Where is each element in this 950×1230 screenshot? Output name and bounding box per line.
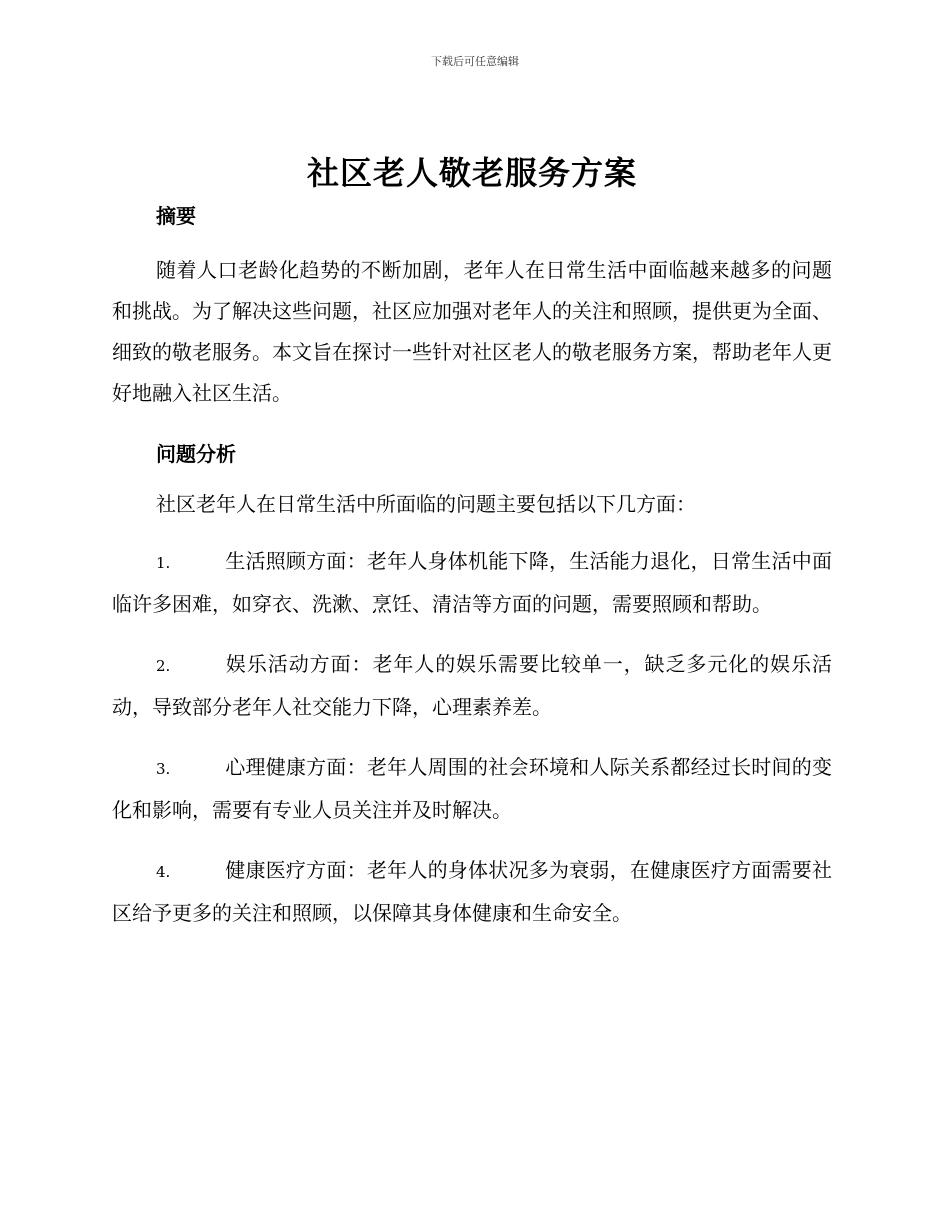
- abstract-heading: 摘要: [156, 204, 196, 228]
- document-title: 社区老人敬老服务方案: [306, 154, 637, 192]
- header-note: 下载后可任意编辑: [431, 55, 519, 68]
- list-item-number: 3.: [156, 760, 171, 778]
- list-item: [112, 644, 832, 728]
- problem-intro-paragraph: 社区老年人在日常生活中所面临的问题主要包括以下几方面：: [156, 492, 696, 516]
- list-item-text: 生活照顾方面：老年人身体机能下降，生活能力退化，日常生活中面临许多困难，如穿衣、洗漱、烹饪、清洁等方面的问题，需要照顾和帮助。: [112, 549, 832, 616]
- problem-list: [112, 541, 832, 934]
- list-item-number: 4.: [156, 863, 171, 881]
- list-item-text: 心理健康方面：老年人周围的社会环境和人际关系都经过长时间的变化和影响，需要有专业人员关注并及时解决。: [112, 755, 832, 822]
- list-item-number: 2.: [156, 657, 171, 675]
- document-body: [112, 150, 832, 934]
- problem-analysis-heading: 问题分析: [156, 442, 236, 466]
- list-item: [112, 541, 832, 625]
- list-item-text: 健康医疗方面：老年人的身体状况多为衰弱，在健康医疗方面需要社区给予更多的关注和照顾，以保障其身体健康和生命安全。: [112, 858, 832, 925]
- abstract-paragraph: 随着人口老龄化趋势的不断加剧，老年人在日常生活中面临越来越多的问题和挑战。为了解决这些问题，社区应加强对老年人的关注和照顾，提供更为全面、细致的敬老服务。本文旨在探讨一些针对社区老人的敬老服务方案，帮助老年人更好地融入社区生活。: [112, 258, 832, 405]
- list-item: [112, 747, 832, 831]
- list-item-number: 1.: [156, 554, 171, 572]
- list-item-text: 娱乐活动方面：老年人的娱乐需要比较单一，缺乏多元化的娱乐活动，导致部分老年人社交能力下降，心理素养差。: [112, 652, 832, 719]
- list-item: [112, 850, 832, 934]
